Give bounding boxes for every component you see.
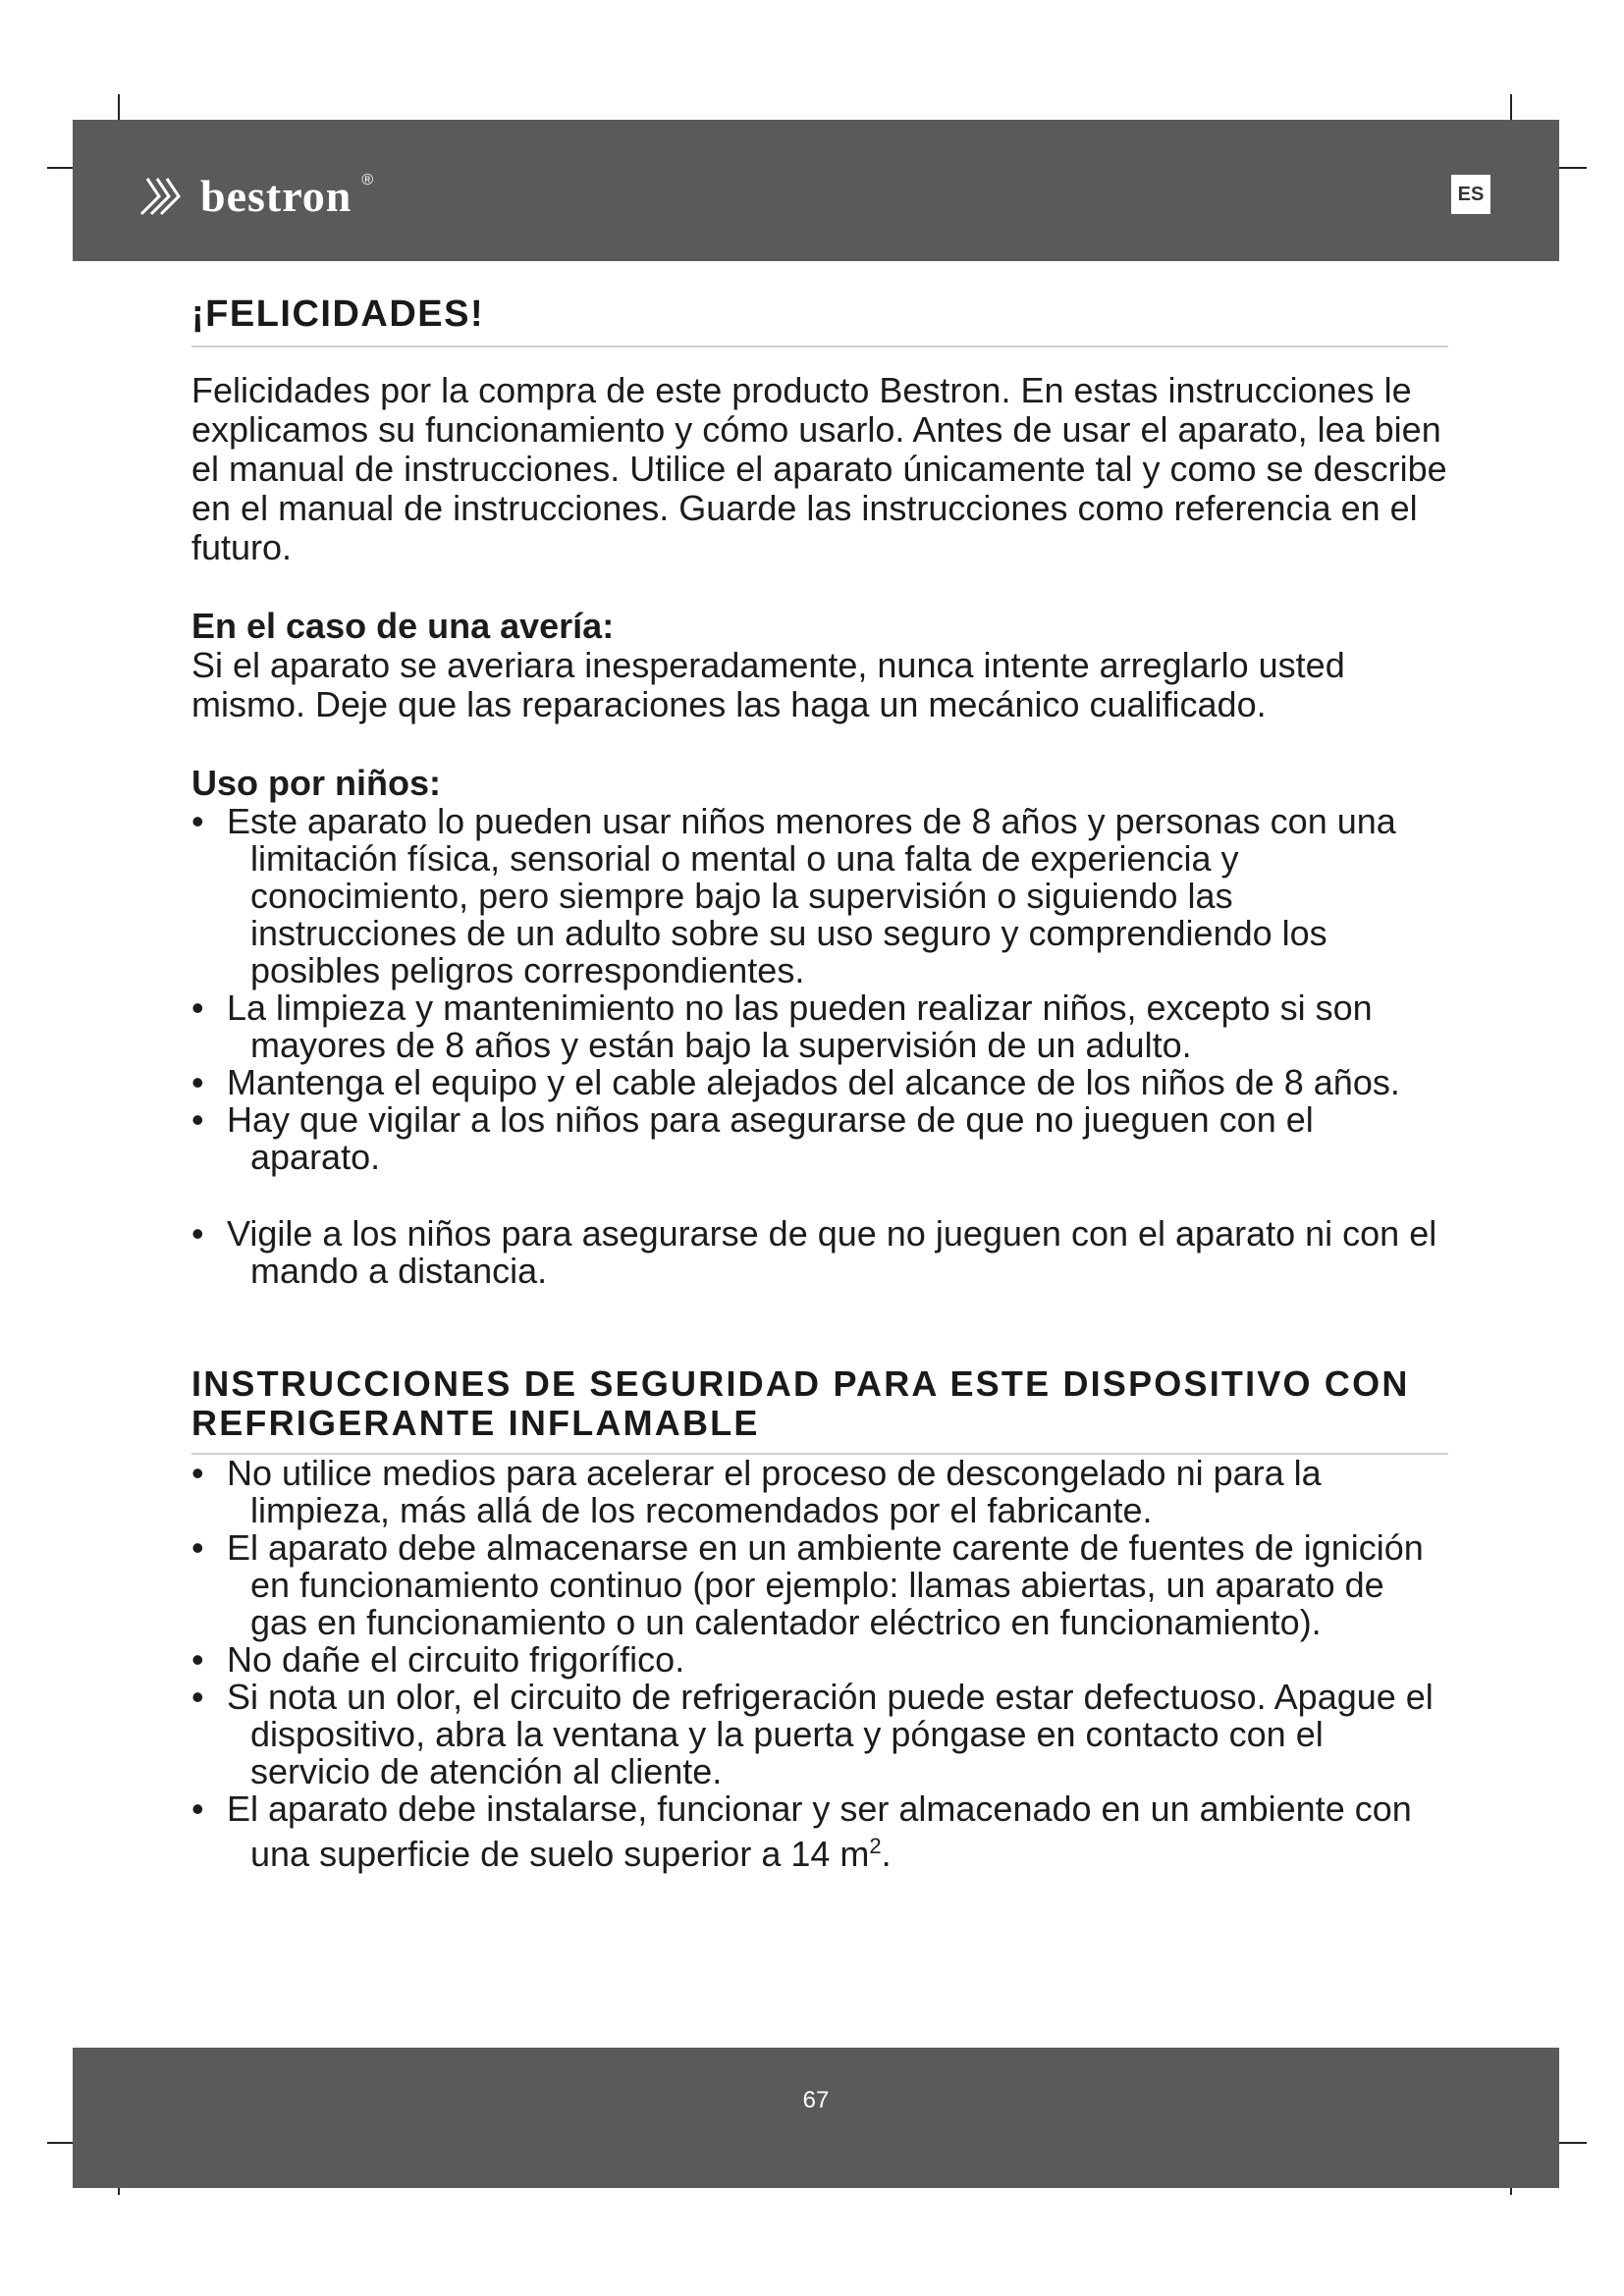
- intro-paragraph: Felicidades por la compra de este producto Bestron. En estas instrucciones le explicamos su funcionamiento y cómo usarlo. Antes de usar el aparato, lea bien el manual de instrucciones. Utilice el aparato únicamente tal y como se describe en el manual de instrucciones. Guarde las instrucciones como referencia en el futuro.: [191, 369, 1447, 567]
- list-item: [191, 1790, 1448, 1873]
- list-item: • No dañe el circuito frigorífico.: [191, 1641, 1448, 1679]
- list-item: • La limpieza y mantenimiento no las pueden realizar niños, excepto si son mayores de 8 años y están bajo la supervisión de un adulto.: [191, 989, 1448, 1064]
- fault-paragraph: Si el aparato se averiara inesperadamente, nunca intente arreglarlo usted mismo. Deje que las reparaciones las haga un mecánico cualificado.: [191, 644, 1345, 724]
- language-badge: ES: [1451, 175, 1490, 214]
- brand-name: bestron: [200, 171, 352, 221]
- page-number: 67: [802, 2087, 830, 2113]
- safety-list: [191, 1452, 1448, 1874]
- list-item-end: .: [881, 1833, 892, 1874]
- section-heading-safety: INSTRUCCIONES DE SEGURIDAD PARA ESTE DISPOSITIVO CON REFRIGERANTE INFLAMABLE: [191, 1364, 1448, 1455]
- list-item: • El aparato debe almacenarse en un ambiente carente de fuentes de ignición en funcionamiento continuo (por ejemplo: llamas abiertas, un aparato de gas en funcionamiento o un calentador eléctrico en funcionamiento).: [191, 1529, 1448, 1641]
- list-item: • Mantenga el equipo y el cable alejados del alcance de los niños de 8 años.: [191, 1064, 1448, 1101]
- chevron-logo-icon: [137, 175, 192, 218]
- list-item: • Hay que vigilar a los niños para asegurarse de que no jueguen con el aparato.: [191, 1101, 1448, 1176]
- children-list: [191, 800, 1448, 1291]
- list-item: • Este aparato lo pueden usar niños menores de 8 años y personas con una limitación física, sensorial o mental o una falta de experiencia y conocimiento, pero siempre bajo la supervisión o siguiendo las instrucciones de un adulto sobre su uso seguro y comprendiendo los posibles peligros correspondientes.: [191, 803, 1448, 989]
- list-item: • Vigile a los niños para asegurarse de que no jueguen con el aparato ni con el mando a distancia.: [191, 1215, 1448, 1290]
- page-content: [191, 294, 1448, 1873]
- list-item-text: El aparato debe instalarse, funcionar y ser almacenado en un ambiente con una superficie de suelo superior a 14 m: [227, 1788, 1412, 1874]
- section-heading-congratulations: ¡FELICIDADES!: [191, 294, 1448, 347]
- brand-logo: [137, 171, 374, 221]
- registered-mark: ®: [361, 172, 374, 188]
- list-item: • No utilice medios para acelerar el proceso de descongelado ni para la limpieza, más allá de los recomendados por el fabricante.: [191, 1455, 1448, 1529]
- page-header: [73, 120, 1559, 261]
- list-item: • Si nota un olor, el circuito de refrigeración puede estar defectuoso. Apague el dispositivo, abra la ventana y la puerta y póngase en contacto con el servicio de atención al cliente.: [191, 1679, 1448, 1790]
- superscript: 2: [869, 1833, 882, 1858]
- page-footer: [73, 2048, 1559, 2188]
- children-subheading: Uso por niños:: [191, 762, 441, 803]
- fault-subheading: En el caso de una avería:: [191, 605, 615, 646]
